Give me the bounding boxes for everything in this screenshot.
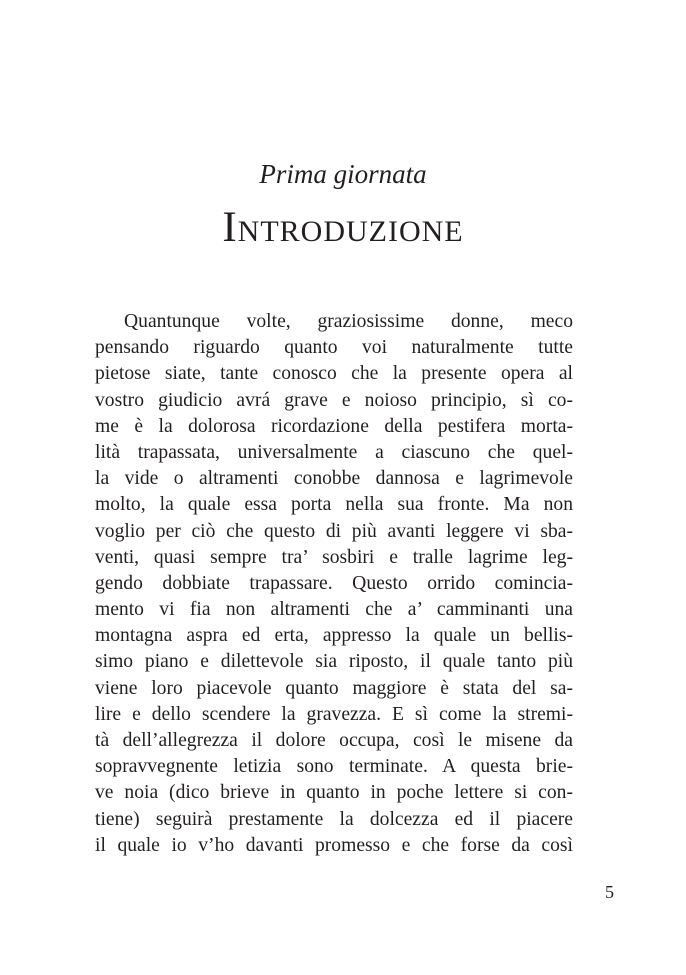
page-number: 5 <box>605 882 614 902</box>
chapter-subtitle: Prima giornata <box>259 159 427 189</box>
text-line: venti, quasi sempre tra’ sosbiri e tralle lagrime leg- <box>95 546 573 568</box>
text-line: tà dell’allegrezza il dolore occupa, così le misene da <box>95 730 573 751</box>
text-line: la vide o altramenti conobbe dannosa e lagrimevole <box>95 468 573 490</box>
chapter-title: Introduzione <box>222 204 464 251</box>
text-line: viene loro piacevole quanto maggiore è stata del sa- <box>95 677 573 699</box>
text-line: il quale io v’ho davanti promesso e che forse da così <box>95 834 573 856</box>
text-line: sopravvegnente letizia sono terminate. A questa brie- <box>95 756 573 778</box>
text-line: gendo dobbiate trapassare. Questo orrido comincia- <box>95 572 573 594</box>
text-line: mento vi fia non altramenti che a’ camminanti una <box>95 599 573 621</box>
text-line: simo piano e dilettevole sia riposto, il quale tanto più <box>95 651 573 673</box>
text-line: Quantunque volte, graziosissime donne, meco <box>124 311 573 332</box>
body-text <box>95 309 573 859</box>
text-line: lità trapassata, universalmente a ciascuno che quel- <box>95 441 573 463</box>
text-line: montagna aspra ed erta, appresso la quale un bellis- <box>95 625 573 647</box>
text-line: ve noia (dico brieve in quanto in poche lettere si con- <box>95 782 573 804</box>
text-line: tiene) seguirà prestamente la dolcezza ed il piacere <box>95 808 573 830</box>
text-line: lire e dello scendere la gravezza. E sì come la stremi- <box>95 703 573 725</box>
text-line: molto, la quale essa porta nella sua fronte. Ma non <box>95 494 573 516</box>
text-line: vostro giudicio avrá grave e noioso principio, sì co- <box>95 389 573 411</box>
text-line: pensando riguardo quanto voi naturalmente tutte <box>95 337 573 359</box>
text-line: me è la dolorosa ricordazione della pestifera morta- <box>95 415 573 437</box>
text-line: pietose siate, tante conosco che la presente opera al <box>95 363 573 385</box>
text-line: voglio per ciò che questo di più avanti leggere vi sba- <box>95 520 573 542</box>
